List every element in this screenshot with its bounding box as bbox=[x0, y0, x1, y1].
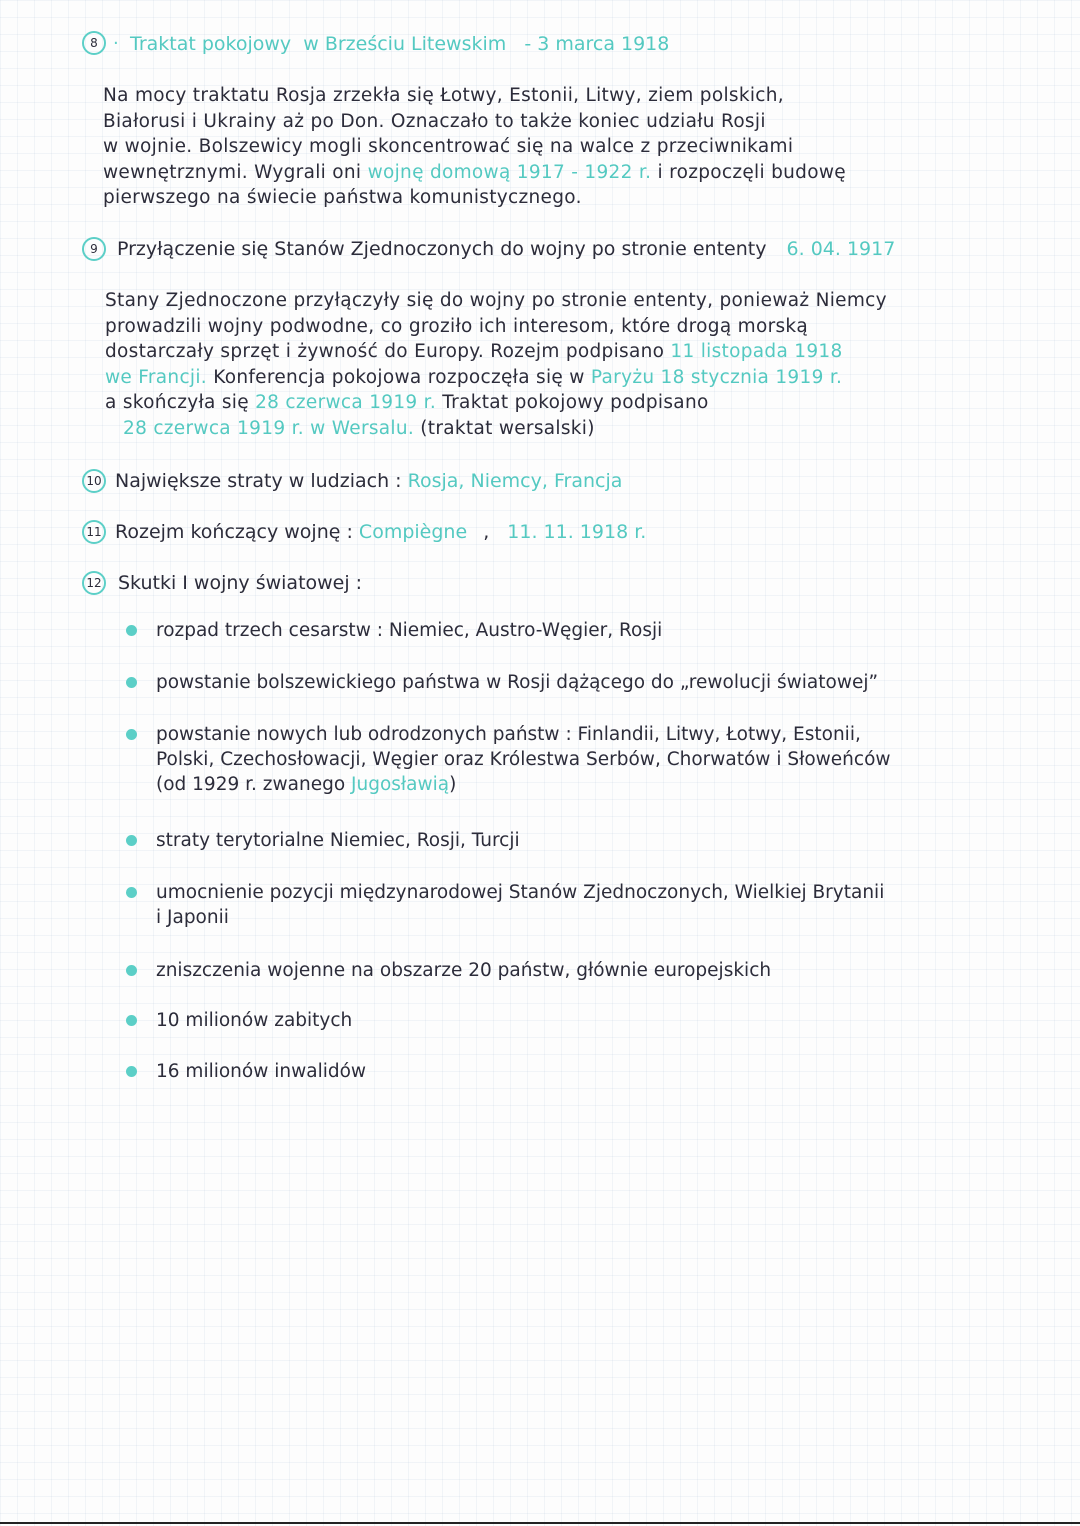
paragraph-line: pierwszego na świecie państwa komunistycznego. bbox=[103, 187, 582, 208]
list-item bbox=[126, 618, 1016, 643]
section-12-number: 12 bbox=[82, 571, 106, 595]
section-11-number: 11 bbox=[82, 520, 106, 544]
section-9-paragraph bbox=[105, 288, 887, 441]
paragraph-text: (traktat wersalski) bbox=[420, 417, 595, 439]
comma-separator: , bbox=[483, 521, 490, 543]
section-11-label: Rozejm kończący wojnę : bbox=[115, 521, 353, 543]
section-9-date: 6. 04. 1917 bbox=[786, 238, 896, 260]
section-11-place: Compiègne bbox=[358, 521, 468, 543]
section-10-line bbox=[115, 470, 622, 492]
versailles-highlight: 28 czerwca 1919 r. w Wersalu. bbox=[123, 417, 415, 439]
armistice-date-highlight: 11 listopada 1918 bbox=[670, 341, 843, 362]
section-8-number: 8 bbox=[82, 31, 106, 55]
section-8-heading bbox=[130, 33, 669, 55]
paragraph-line bbox=[105, 339, 887, 365]
bullet-dot-icon bbox=[126, 887, 137, 898]
paragraph-text: Traktat pokojowy podpisano bbox=[442, 392, 709, 413]
section-8-title-date: - 3 marca 1918 bbox=[524, 33, 670, 55]
section-9-number: 9 bbox=[82, 237, 106, 261]
list-item bbox=[126, 670, 1016, 695]
list-item-text: i Japonii bbox=[156, 907, 229, 928]
page-bottom-edge bbox=[0, 1522, 1080, 1524]
paragraph-text: a skończyła się bbox=[105, 392, 249, 413]
paragraph-text: dostarczały sprzęt i żywność do Europy. Rozejm podpisano bbox=[105, 341, 665, 362]
section-10-label: Największe straty w ludziach : bbox=[115, 470, 402, 492]
section-10-number: 10 bbox=[82, 469, 106, 493]
list-item-text: 10 milionów zabitych bbox=[156, 1010, 353, 1031]
bullet-dot-icon bbox=[126, 625, 137, 636]
section-8-title-place: w Brześciu Litewskim bbox=[303, 33, 507, 55]
list-item-text: straty terytorialne Niemiec, Rosji, Turcji bbox=[156, 830, 520, 851]
list-item-text: powstanie bolszewickiego państwa w Rosji dążącego do „rewolucji światowej” bbox=[156, 672, 879, 693]
bullet-dot-icon bbox=[126, 1015, 137, 1026]
bullet-dot-icon bbox=[126, 965, 137, 976]
paragraph-line: prowadzili wojny podwodne, co groziło ich interesom, które drogą morską bbox=[105, 315, 809, 337]
section-11-line bbox=[115, 521, 646, 543]
paragraph-line bbox=[105, 416, 887, 442]
yugoslavia-highlight: Jugosławią bbox=[351, 774, 450, 795]
section-9-heading bbox=[117, 238, 895, 260]
paragraph-line: Na mocy traktatu Rosja zrzekła się Łotwy, Estonii, Litwy, ziem polskich, bbox=[103, 85, 784, 106]
civil-war-highlight: wojnę domową 1917 - 1922 r. bbox=[367, 161, 652, 183]
paragraph-text: wewnętrznymi. Wygrali oni bbox=[103, 161, 362, 183]
section-8-paragraph bbox=[103, 83, 846, 211]
list-item-text: Polski, Czechosłowacji, Węgier oraz Królestwa Serbów, Chorwatów i Słoweńców bbox=[156, 749, 891, 770]
paris-conference-highlight: Paryżu 18 stycznia 1919 r. bbox=[590, 366, 843, 388]
list-item bbox=[126, 958, 1016, 983]
list-item-text-part: (od 1929 r. zwanego bbox=[156, 774, 346, 795]
section-10-value: Rosja, Niemcy, Francja bbox=[407, 470, 623, 492]
list-item bbox=[126, 1059, 1016, 1084]
list-item bbox=[126, 828, 1016, 853]
bullet-dot-icon bbox=[126, 729, 137, 740]
paragraph-text: Konferencja pokojowa rozpoczęła się w bbox=[213, 366, 585, 388]
bullet-dot-icon bbox=[126, 677, 137, 688]
section-11-date: 11. 11. 1918 r. bbox=[507, 521, 647, 543]
list-item-text: powstanie nowych lub odrodzonych państw : Finlandii, Litwy, Łotwy, Estonii, bbox=[156, 724, 861, 745]
bullet-dot-icon bbox=[126, 835, 137, 846]
section-8-title-treaty: Traktat pokojowy bbox=[130, 33, 292, 55]
paragraph-line: w wojnie. Bolszewicy mogli skoncentrować się na walce z przeciwnikami bbox=[103, 136, 794, 157]
list-item-text bbox=[156, 772, 1016, 797]
list-item-text: umocnienie pozycji międzynarodowej Stanów Zjednoczonych, Wielkiej Brytanii bbox=[156, 882, 885, 903]
list-item-text: 16 milionów inwalidów bbox=[156, 1061, 367, 1082]
section-12-title: Skutki I wojny światowej : bbox=[118, 572, 363, 594]
paragraph-line bbox=[105, 390, 887, 416]
france-highlight: we Francji. bbox=[105, 366, 207, 388]
list-item-text: zniszczenia wojenne na obszarze 20 państw, głównie europejskich bbox=[156, 960, 772, 981]
list-item-text: rozpad trzech cesarstw : Niemiec, Austro-Węgier, Rosji bbox=[156, 620, 663, 641]
paragraph-line bbox=[105, 365, 887, 391]
paragraph-text: i rozpoczęli budowę bbox=[657, 161, 846, 183]
list-item bbox=[126, 1008, 1016, 1033]
list-item bbox=[126, 880, 1016, 930]
conference-end-highlight: 28 czerwca 1919 r. bbox=[255, 392, 437, 413]
list-item-text-part: ) bbox=[449, 774, 457, 795]
paragraph-line: Stany Zjednoczone przyłączyły się do wojny po stronie ententy, ponieważ Niemcy bbox=[105, 290, 887, 311]
list-item bbox=[126, 722, 1016, 797]
paragraph-line bbox=[103, 160, 846, 186]
bullet-separator: · bbox=[113, 33, 119, 54]
paragraph-line: Białorusi i Ukrainy aż po Don. Oznaczało to także koniec udziału Rosji bbox=[103, 110, 766, 132]
section-9-title: Przyłączenie się Stanów Zjednoczonych do wojny po stronie ententy bbox=[117, 238, 767, 260]
bullet-dot-icon bbox=[126, 1066, 137, 1077]
